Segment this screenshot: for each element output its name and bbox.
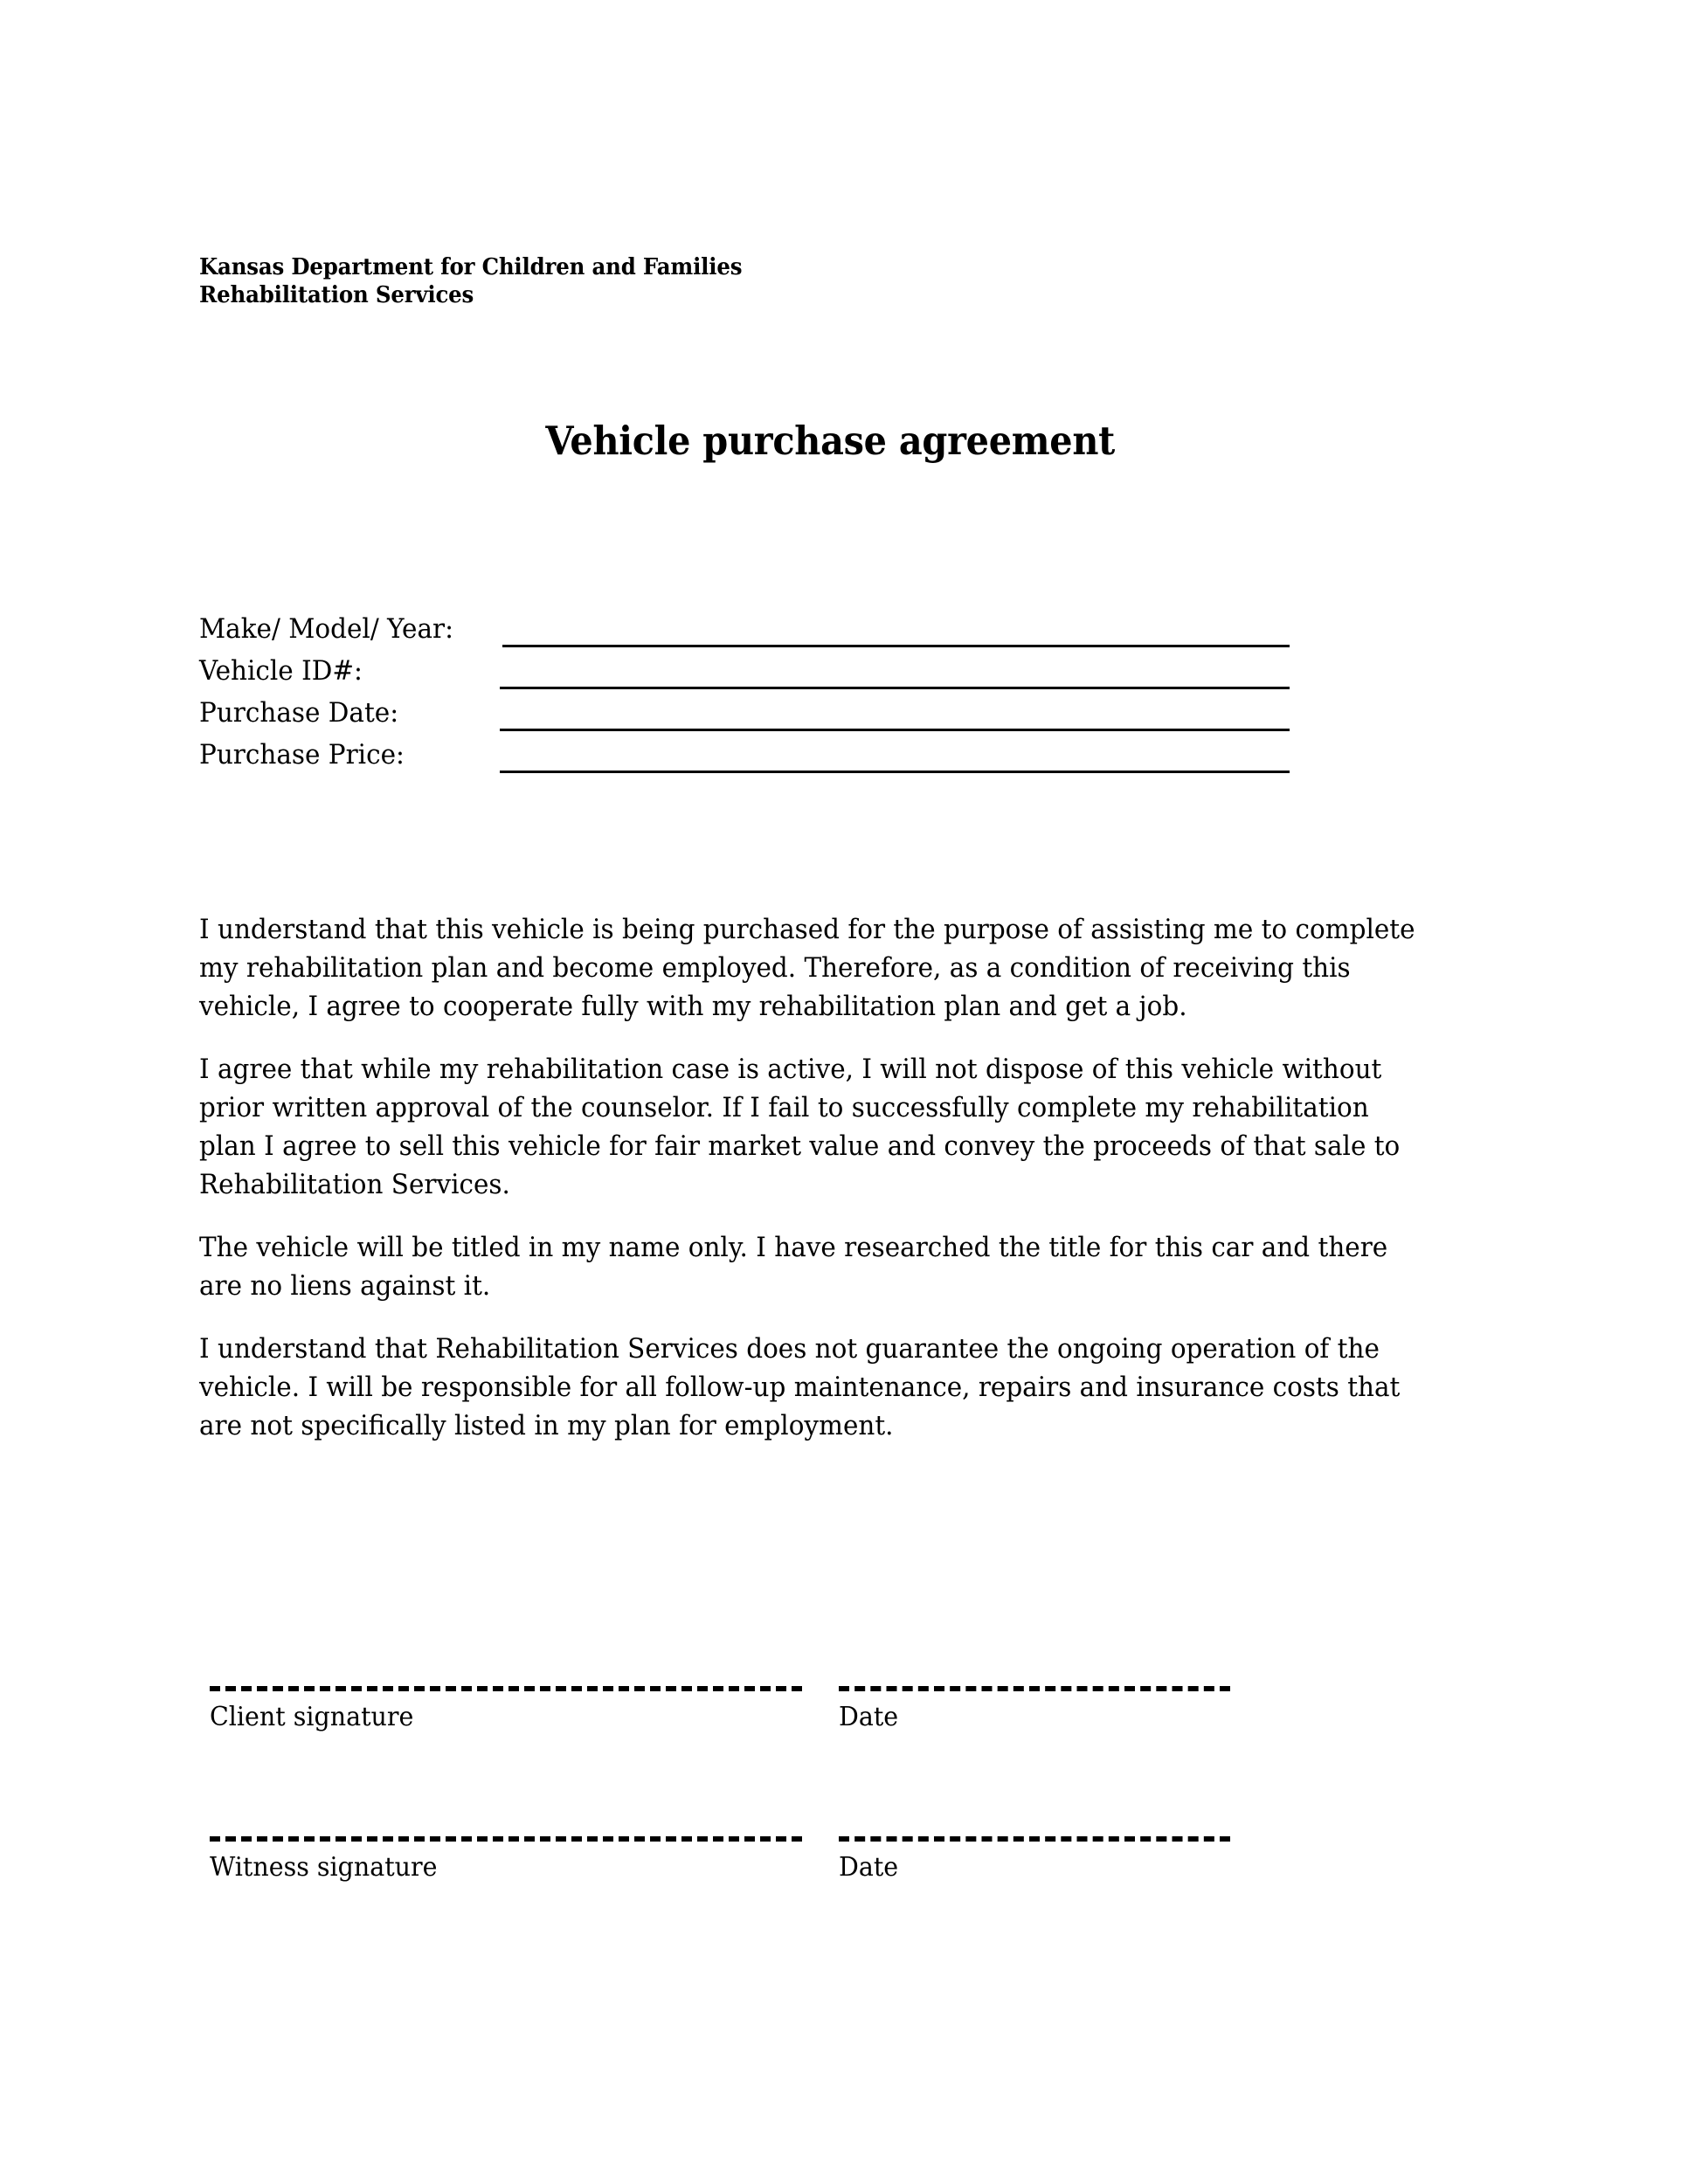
make-model-year-input[interactable] <box>502 645 1290 647</box>
vehicle-id-input[interactable] <box>500 687 1290 689</box>
signature-row-client <box>210 1686 1485 1836</box>
purchase-price-input[interactable] <box>500 771 1290 773</box>
purchase-price-label: Purchase Price: <box>199 739 405 771</box>
witness-date-line[interactable] <box>839 1836 1230 1842</box>
agreement-paragraph-3: The vehicle will be titled in my name only. I have researched the title for this car and there are no liens against it. <box>199 1233 1388 1302</box>
vehicle-details-form <box>199 612 1300 779</box>
page-title <box>199 418 1462 465</box>
witness-signature-field <box>210 1836 802 1885</box>
client-signature-line[interactable] <box>210 1686 802 1691</box>
client-signature-field <box>210 1686 802 1735</box>
form-row-purchase-date <box>199 695 1300 737</box>
client-date-field <box>839 1686 1230 1735</box>
agreement-paragraph-2: I agree that while my rehabilitation case is active, I will not dispose of this vehicle without prior written approval of the counselor. If I fail to successfully complete my rehabilitation plan I agree to sell this vehicle for fair market value and convey the proceeds of that sale to Rehabilitation Services. <box>199 1054 1401 1200</box>
witness-signature-label: Witness signature <box>210 1852 438 1883</box>
agreement-paragraph-1: I understand that this vehicle is being purchased for the purpose of assisting me to complete my rehabilitation plan and become employed. Therefore, as a condition of receiving this vehicle, I agree to cooperate fully with my rehabilitation plan and get a job. <box>199 915 1415 1022</box>
witness-signature-line[interactable] <box>210 1836 802 1842</box>
witness-date-field <box>839 1836 1230 1885</box>
agency-name-line2: Rehabilitation Services <box>199 282 474 308</box>
agreement-body <box>199 911 1464 1446</box>
purchase-date-label: Purchase Date: <box>199 697 399 729</box>
agreement-paragraph-4: I understand that Rehabilitation Services does not guarantee the ongoing operation of the vehicle. I will be responsible for all follow-up maintenance, repairs and insurance costs that are not specifically listed in my plan for employment. <box>199 1334 1401 1441</box>
client-date-line[interactable] <box>839 1686 1230 1691</box>
form-row-purchase-price <box>199 737 1300 779</box>
agency-header <box>199 253 1185 309</box>
form-row-make-model-year <box>199 612 1300 653</box>
page-title-text: Vehicle purchase agreement <box>545 418 1116 464</box>
witness-date-label: Date <box>839 1852 899 1883</box>
signature-row-witness <box>210 1836 1485 1987</box>
client-date-label: Date <box>839 1702 899 1732</box>
vehicle-id-label: Vehicle ID#: <box>199 655 363 687</box>
make-model-year-label: Make/ Model/ Year: <box>199 613 454 645</box>
client-signature-label: Client signature <box>210 1702 414 1732</box>
purchase-date-input[interactable] <box>500 729 1290 731</box>
signature-section <box>210 1686 1485 1987</box>
form-row-vehicle-id <box>199 653 1300 695</box>
agency-name-line1: Kansas Department for Children and Families <box>199 254 743 280</box>
